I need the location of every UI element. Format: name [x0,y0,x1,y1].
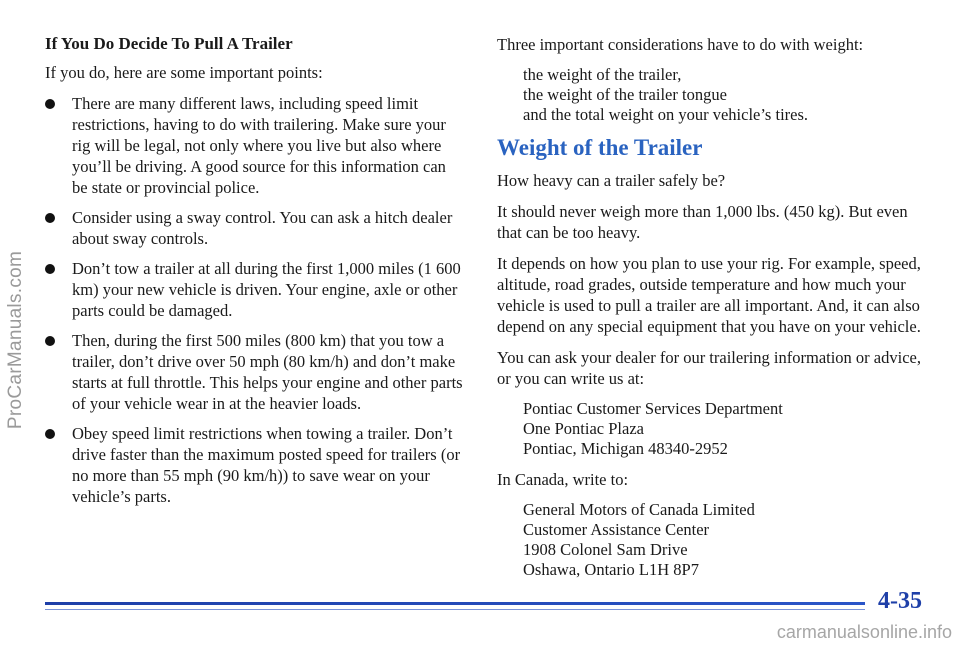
address-line: 1908 Colonel Sam Drive [523,540,688,559]
address-line: Customer Assistance Center [523,520,710,539]
left-column [45,34,465,516]
us-address [497,399,922,459]
bullet-text: Then, during the first 500 miles (800 km) that you tow a trailer, don’t drive over 50 mph (80 km/h) and don’t make starts at full throttle. This helps your engine and other parts of your vehicle wear in at the heavier loads. [72,331,463,413]
watermark-label: ProCarManuals.com [5,250,26,430]
watermark-text [2,150,30,530]
consideration-item: the weight of the trailer, [523,65,682,84]
bullet-icon [45,213,55,223]
canada-address [497,500,922,580]
consideration-item: and the total weight on your vehicle’s tires. [523,105,809,124]
bullet-icon [45,264,55,274]
right-column [497,34,922,590]
bullet-icon [45,429,55,439]
bullet-item [45,93,465,198]
intro-paragraph: If you do, here are some important points: [45,63,323,82]
footer-rule-thin [45,609,865,610]
considerations-intro: Three important considerations have to do with weight: [497,35,864,54]
bullet-text: Obey speed limit restrictions when towing a trailer. Don’t drive faster than the maximum posted speed for trailers (or no more than 55 mph (90 km/h)) to save wear on your vehicle’s parts. [72,424,461,506]
bullet-icon [45,99,55,109]
bullet-text: Don’t tow a trailer at all during the first 1,000 miles (1 600 km) your new vehicle is driven. Your engine, axle or other parts could be damaged. [72,259,461,320]
bullet-item [45,258,465,321]
bullet-text: Consider using a sway control. You can ask a hitch dealer about sway controls. [72,208,453,248]
section-title: Weight of the Trailer [497,135,703,160]
footer-rule [45,602,865,605]
address-line: One Pontiac Plaza [523,419,644,438]
paragraph-question: How heavy can a trailer safely be? [497,171,726,190]
bullet-item [45,207,465,249]
bullet-icon [45,336,55,346]
address-line: General Motors of Canada Limited [523,500,755,519]
page-number: 4-35 [878,588,922,614]
considerations-list [497,65,922,125]
canada-intro: In Canada, write to: [497,470,629,489]
consideration-item: the weight of the trailer tongue [523,85,727,104]
subsection-heading: If You Do Decide To Pull A Trailer [45,34,293,53]
bullet-item [45,330,465,414]
address-line: Pontiac Customer Services Department [523,399,783,418]
paragraph-weight-limit: It should never weigh more than 1,000 lbs. (450 kg). But even that can be too heavy. [497,202,908,242]
bullet-item [45,423,465,507]
site-watermark: carmanualsonline.info [776,622,952,642]
bullet-list [45,93,465,507]
bullet-text: There are many different laws, including speed limit restrictions, having to do with trailering. Make sure your rig will be legal, not only where you live but also where you’ll be driving. A good source for this information can be state or provincial police. [72,94,446,197]
address-line: Pontiac, Michigan 48340-2952 [523,439,728,458]
address-line: Oshawa, Ontario L1H 8P7 [523,560,699,579]
paragraph-ask-dealer: You can ask your dealer for our trailering information or advice, or you can write us at: [497,348,921,388]
paragraph-depends: It depends on how you plan to use your rig. For example, speed, altitude, road grades, outside temperature and how much your vehicle is used to pull a trailer are all important. And, it can also depend on any special equipment that you have on your vehicle. [497,254,921,336]
